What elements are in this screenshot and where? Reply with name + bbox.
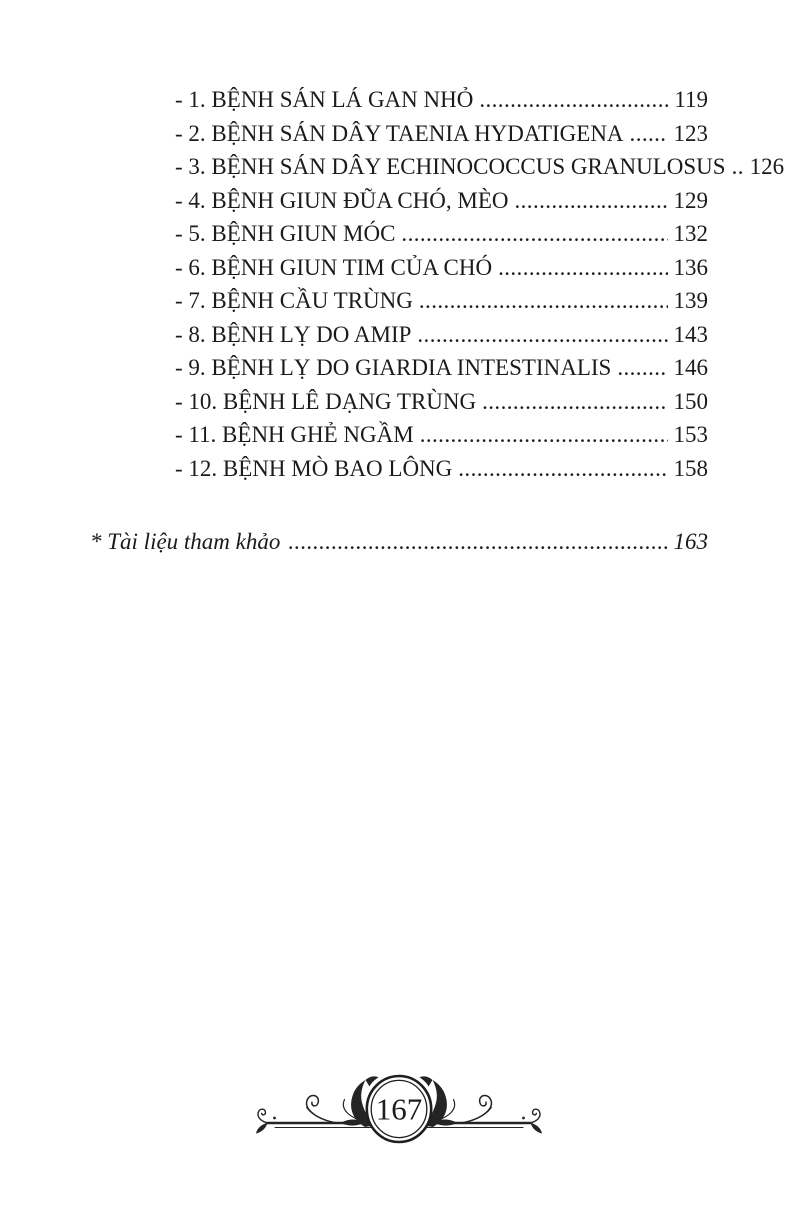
dot-leader [630, 117, 668, 151]
dot-leader [458, 452, 667, 486]
toc-entry [175, 418, 708, 452]
toc-entry [175, 217, 708, 251]
dot-leader [732, 150, 744, 184]
toc-entry-title: - 8. BỆNH LỴ DO AMIP [175, 321, 412, 347]
toc-entry [175, 117, 708, 151]
toc-entry [175, 351, 708, 385]
page-number: 167 [375, 1091, 423, 1127]
toc-reference-page: 163 [673, 529, 708, 554]
toc-entry-title: - 7. BỆNH CẦU TRÙNG [175, 288, 413, 313]
dot-leader [617, 351, 667, 385]
toc-entry-title: - 3. BỆNH SÁN DÂY ECHINOCOCCUS GRANULOSUS [175, 154, 726, 179]
toc-entry-title: - 4. BỆNH GIUN ĐŨA CHÓ, MÈO [175, 187, 509, 213]
toc-entry-page: 150 [673, 388, 708, 414]
dot-leader [420, 418, 668, 452]
dot-leader [419, 284, 668, 318]
toc-entry-title: - 11. BỆNH GHẺ NGẦM [175, 422, 414, 447]
toc-entry [175, 284, 708, 318]
toc-list [175, 83, 785, 485]
toc-entry-page: 119 [674, 87, 708, 112]
toc-entry-page: 146 [673, 355, 708, 380]
toc-entry-page: 132 [673, 221, 708, 246]
toc-entry [175, 83, 708, 117]
page-number-ornament-icon [253, 1064, 545, 1154]
toc-entry [175, 318, 708, 352]
toc-entry [175, 150, 785, 184]
toc-entry-page: 153 [673, 422, 708, 447]
dot-leader [288, 525, 667, 559]
toc-entry-page: 158 [673, 455, 708, 481]
toc-entry-title: - 5. BỆNH GIUN MÓC [175, 221, 396, 246]
dot-leader [498, 251, 667, 285]
dot-leader [479, 83, 668, 117]
toc-entry-page: 139 [673, 288, 708, 313]
toc-entry-page: 123 [673, 120, 708, 146]
dot-leader [401, 217, 667, 251]
toc-entry [175, 251, 708, 285]
toc-entry-title: - 2. BỆNH SÁN DÂY TAENIA HYDATIGENA [175, 120, 624, 146]
toc-entry-title: - 12. BỆNH MÒ BAO LÔNG [175, 455, 453, 481]
toc-entry-page: 136 [673, 254, 708, 280]
toc-entry [175, 452, 708, 486]
toc-entry-title: - 1. BỆNH SÁN LÁ GAN NHỎ [175, 87, 474, 112]
toc-entry-page: 143 [673, 321, 708, 347]
toc-entry-page: 129 [673, 187, 708, 213]
dot-leader [482, 385, 667, 419]
toc-entry-page: 126 [749, 154, 785, 179]
toc-reference-entry [90, 525, 708, 559]
dot-leader [515, 184, 668, 218]
toc-entry [175, 385, 708, 419]
dot-leader [417, 318, 667, 352]
toc-reference-title: * Tài liệu tham khảo [90, 529, 281, 554]
toc-entry-title: - 9. BỆNH LỴ DO GIARDIA INTESTINALIS [175, 355, 612, 380]
toc-entry [175, 184, 708, 218]
toc-entry-title: - 6. BỆNH GIUN TIM CỦA CHÓ [175, 254, 493, 280]
page-footer [253, 1064, 545, 1154]
toc-entry-title: - 10. BỆNH LÊ DẠNG TRÙNG [175, 388, 477, 414]
